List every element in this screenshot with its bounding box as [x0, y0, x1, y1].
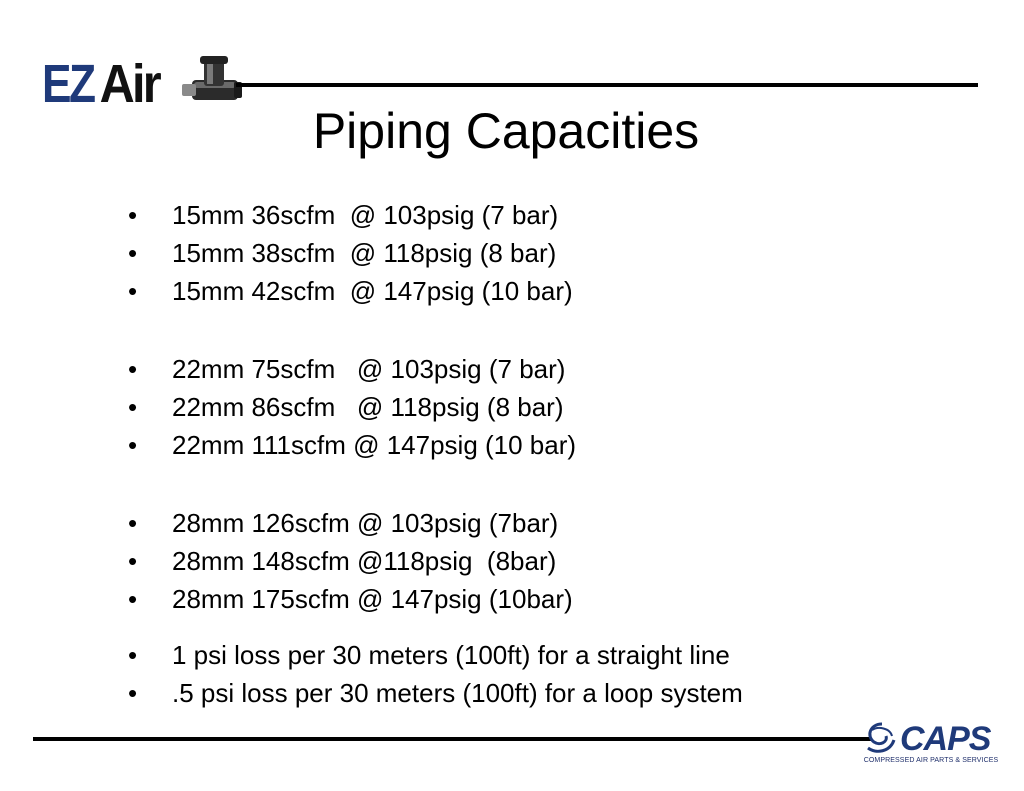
- bullet-text: 28mm 148scfm @118psig (8bar): [172, 546, 557, 576]
- footer-divider: [33, 737, 871, 741]
- bullet-dot: •: [128, 276, 138, 306]
- caps-logo-text: CAPS: [900, 720, 991, 758]
- ezair-logo-air-text: Air: [99, 52, 160, 114]
- bullet-item: [128, 272, 743, 310]
- bullet-text: .5 psi loss per 30 meters (100ft) for a loop system: [172, 678, 743, 708]
- pipe-tee-fitting-icon: [182, 56, 242, 100]
- bullet-dot: •: [128, 546, 138, 576]
- bullet-text: 22mm 86scfm @ 118psig (8 bar): [172, 392, 564, 422]
- bullet-dot: •: [128, 430, 138, 460]
- bullet-item: [128, 350, 743, 388]
- bullet-text: 15mm 42scfm @ 147psig (10 bar): [172, 276, 573, 306]
- bullet-dot: •: [128, 354, 138, 384]
- bullet-text: 15mm 36scfm @ 103psig (7 bar): [172, 200, 559, 230]
- bullet-dot: •: [128, 200, 138, 230]
- bullet-text: 28mm 175scfm @ 147psig (10bar): [172, 584, 573, 614]
- bullet-text: 15mm 38scfm @ 118psig (8 bar): [172, 238, 557, 268]
- bullet-dot: •: [128, 678, 138, 708]
- bullet-item: [128, 674, 743, 712]
- bullet-dot: •: [128, 508, 138, 538]
- bullet-item: [128, 542, 743, 580]
- slide-title: Piping Capacities: [312, 103, 700, 159]
- bullet-item: [128, 388, 743, 426]
- capacity-bullet-list: [128, 196, 743, 712]
- bullet-text: 28mm 126scfm @ 103psig (7bar): [172, 508, 559, 538]
- bullet-dot: •: [128, 640, 138, 670]
- ezair-logo-ez-text: EZ: [42, 53, 94, 114]
- bullet-text: 1 psi loss per 30 meters (100ft) for a straight line: [172, 640, 730, 670]
- bullet-item: [128, 504, 743, 542]
- bullet-item: [128, 580, 743, 618]
- bullet-item: [128, 234, 743, 272]
- bullet-item: [128, 196, 743, 234]
- bullet-dot: •: [128, 392, 138, 422]
- bullet-dot: •: [128, 238, 138, 268]
- bullet-dot: •: [128, 584, 138, 614]
- bullet-item: [128, 426, 743, 464]
- bullet-text: 22mm 75scfm @ 103psig (7 bar): [172, 354, 566, 384]
- bullet-text: 22mm 111scfm @ 147psig (10 bar): [172, 430, 577, 460]
- caps-tagline: COMPRESSED AIR PARTS & SERVICES: [863, 757, 999, 764]
- bullet-item: [128, 636, 743, 674]
- header-divider: [236, 83, 978, 87]
- swirl-icon: [868, 724, 894, 751]
